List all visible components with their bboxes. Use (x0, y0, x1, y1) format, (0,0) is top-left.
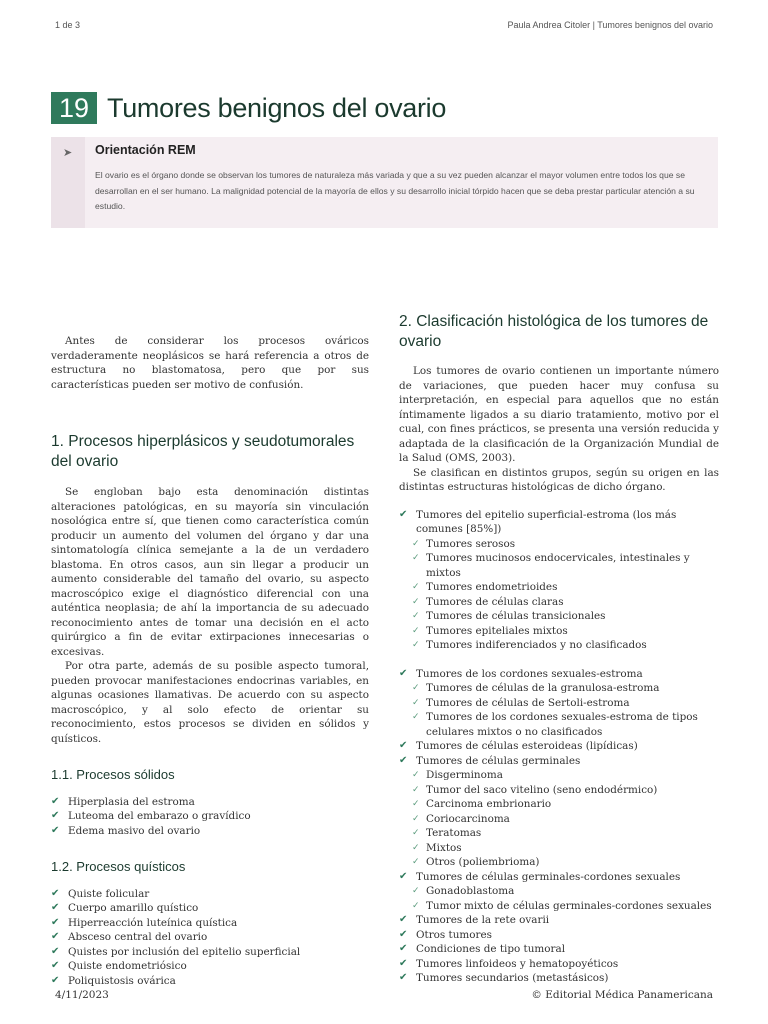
list-item: ✔ Condiciones de tipo tumoral (399, 943, 566, 955)
check-outline-icon: ✓ (412, 582, 420, 592)
check-outline-icon: ✓ (412, 640, 420, 650)
rem-text: El ovario es el órgano donde se observan los tumores de naturaleza más variada y que a su vez pueden alcanzar el mayor volumen entre todos los que se desarrollan en el ser humano. La malignidad potencial de la mayoría de ellos y su desarrollo inicial tórpido hacen que se deba prestar particular atención a su estudio. (95, 170, 695, 211)
chapter-heading (51, 92, 446, 124)
list-item: ✓ Tumor mixto de células germinales-cordones sexuales (412, 899, 712, 912)
section-1-1-title: 1.1. Procesos sólidos (51, 767, 175, 782)
check-outline-icon: ✓ (412, 697, 420, 708)
list-item: ✔ Tumores secundarios (metastásicos) (399, 972, 609, 984)
section-1-2-title: 1.2. Procesos quísticos (51, 859, 186, 874)
section-1-paragraph-2: Por otra parte, además de su posible aspecto tumoral, pueden provocar manifestaciones endocrinas variables, en algunas ocasiones llamativas. De acuerdo con su aspecto macroscópico, y al solo efecto de orientar su reconocimiento, estos procesos se dividen en sólidos y quísticos. (51, 660, 369, 745)
check-outline-icon: ✓ (412, 813, 420, 824)
check-icon: ✔ (51, 960, 60, 971)
list-item: ✓ Otros (poliembrioma) (412, 856, 540, 868)
check-icon: ✔ (399, 740, 408, 751)
list-item: ✔ Quiste endometriósico (51, 960, 187, 972)
section-1-title: 1. Procesos hiperplásicos y seudotumorales del ovario (51, 433, 355, 470)
check-icon: ✔ (399, 667, 408, 679)
list-item: ✓ Carcinoma embrionario (412, 798, 552, 810)
check-outline-icon: ✓ (412, 857, 420, 867)
intro-paragraph: Antes de considerar los procesos ováricos verdaderamente neoplásicos se hará referencia a otros de estructura no blastomatosa, pero que por sus características pueden ser motivo de confusión. (51, 335, 369, 391)
list-item: ✔ Otros tumores (399, 928, 492, 941)
section-2-paragraph-2: Se clasifican en distintos grupos, según su origen en las distintas estructuras histológicas de dicho órgano. (399, 466, 719, 493)
pin-icon: ➤ (63, 146, 73, 159)
list-item: ✓ Gonadoblastoma (412, 885, 515, 897)
check-outline-icon: ✓ (412, 842, 420, 853)
section-2-paragraph-1: Los tumores de ovario contienen un importante número de variaciones, que pueden hacer muy confusa su interpretación, en especial para aquellos que no están íntimamente ligados a su diario tratamiento, motivo por el cual, con fines prácticos, se presenta una versión reducida y adaptada de la clasificación de la Organización Mundial de la Salud (OMS, 2003). (399, 365, 719, 464)
check-outline-icon: ✓ (412, 553, 420, 563)
running-header: Paula Andrea Citoler | Tumores benignos del ovario (507, 20, 713, 30)
list-item: ✓ Tumores endometrioides (412, 581, 558, 593)
list-item: ✓ Tumor del saco vitelino (seno endodérmico) (412, 783, 658, 796)
check-icon: ✔ (399, 914, 408, 925)
list-item: ✓ Tumores de células transicionales (412, 610, 606, 622)
check-icon: ✔ (399, 972, 408, 983)
check-outline-icon: ✓ (412, 625, 420, 636)
classification-group-rest (399, 667, 719, 986)
rem-title: Orientación REM (95, 143, 196, 157)
list-item: ✔ Hiperplasia del estroma (51, 795, 195, 808)
section-1-paragraph-1: Se engloban bajo esta denominación distintas alteraciones patológicas, en su mayoría sin vinculación nosológica entre sí, que tienen como característica común producir un aumento del volumen del órgano y dar una sintomatología clínica semejante a la de un verdadero blastoma. En otros casos, aun sin llegar a producir un aumento considerable del tamaño del ovario, su aspecto macroscópico exige el diagnóstico diferencial con una auténtica neoplasia; de ahí la importancia de su adecuado reconocimiento antes de tomar una decisión en el acto quirúrgico a fin de evitar extirpaciones innecesarias o excesivas. (51, 486, 369, 658)
chapter-number: 19 (51, 92, 97, 124)
list-item: ✔ Tumores linfoideos y hematopoyéticos (399, 957, 619, 970)
chapter-title: Tumores benignos del ovario (107, 92, 447, 123)
list-item: ✔ Hiperreacción luteínica quística (51, 916, 238, 929)
check-outline-icon: ✓ (412, 596, 420, 607)
check-icon: ✔ (399, 754, 408, 766)
check-icon: ✔ (51, 974, 60, 986)
list-item: ✓ Tumores indiferenciados y no clasificados (412, 639, 647, 651)
check-icon: ✔ (51, 824, 60, 836)
cystic-processes-list (51, 887, 369, 989)
footer-publisher: © Editorial Médica Panamericana (531, 989, 713, 1001)
check-icon: ✔ (51, 810, 60, 821)
solid-processes-list (51, 795, 369, 839)
list-item: ✔ Absceso central del ovario (51, 931, 208, 943)
list-item: ✔ Cuerpo amarillo quístico (51, 902, 199, 914)
check-outline-icon: ✓ (412, 886, 420, 896)
footer-date: 4/11/2023 (55, 989, 109, 1001)
check-icon: ✔ (399, 508, 408, 520)
check-icon: ✔ (51, 795, 60, 807)
list-item: ✔ Tumores del epitelio superficial-estroma (los más comunes [85%]) (399, 508, 677, 535)
list-item: ✔ Tumores de los cordones sexuales-estroma (399, 667, 643, 680)
list-item: ✓ Tumores de células claras (412, 595, 564, 608)
check-icon: ✔ (399, 943, 408, 954)
check-icon: ✔ (399, 957, 408, 969)
check-icon: ✔ (51, 902, 60, 913)
list-item: ✔ Tumores de células germinales (399, 754, 581, 767)
check-outline-icon: ✓ (412, 799, 420, 809)
list-item: ✓ Mixtos (412, 841, 462, 854)
list-item: ✔ Tumores de células germinales-cordones sexuales (399, 870, 681, 883)
check-icon: ✔ (51, 887, 60, 899)
check-outline-icon: ✓ (412, 611, 420, 621)
list-item: ✔ Luteoma del embarazo o gravídico (51, 810, 251, 822)
check-outline-icon: ✓ (412, 712, 420, 722)
check-icon: ✔ (399, 928, 408, 940)
check-outline-icon: ✓ (412, 828, 420, 838)
left-column (51, 334, 369, 988)
list-item: ✓ Teratomas (412, 827, 482, 839)
section-2-title: 2. Clasificación histológica de los tumores de ovario (399, 313, 709, 350)
classification-group-epithelial (399, 508, 719, 653)
list-item: ✓ Tumores de células de la granulosa-estroma (412, 682, 660, 694)
list-item: ✔ Quiste folicular (51, 887, 150, 900)
list-item: ✔ Poliquistosis ovárica (51, 974, 176, 987)
list-item: ✓ Tumores de los cordones sexuales-estroma de tipos celulares mixtos o no clasificados (412, 711, 698, 738)
check-icon: ✔ (399, 870, 408, 882)
check-outline-icon: ✓ (412, 770, 420, 780)
list-item: ✓ Tumores epiteliales mixtos (412, 624, 568, 637)
check-icon: ✔ (51, 916, 60, 928)
page-counter: 1 de 3 (55, 20, 81, 30)
list-item: ✓ Tumores mucinosos endocervicales, intestinales y mixtos (412, 552, 690, 579)
list-item: ✔ Tumores de la rete ovarii (399, 914, 550, 926)
check-outline-icon: ✓ (412, 538, 420, 549)
check-outline-icon: ✓ (412, 900, 420, 911)
check-outline-icon: ✓ (412, 683, 420, 693)
list-item: ✔ Quistes por inclusión del epitelio superficial (51, 945, 301, 958)
check-outline-icon: ✓ (412, 784, 420, 795)
rem-box (51, 137, 718, 228)
right-column (399, 312, 719, 986)
list-item: ✓ Disgerminoma (412, 769, 503, 781)
list-item: ✓ Tumores de células de Sertoli-estroma (412, 696, 630, 709)
list-item: ✔ Edema masivo del ovario (51, 824, 201, 837)
check-icon: ✔ (51, 931, 60, 942)
check-icon: ✔ (51, 945, 60, 957)
list-item: ✓ Coriocarcinoma (412, 812, 510, 825)
list-item: ✓ Tumores serosos (412, 537, 516, 550)
list-item: ✔ Tumores de células esteroideas (lipídicas) (399, 740, 638, 752)
